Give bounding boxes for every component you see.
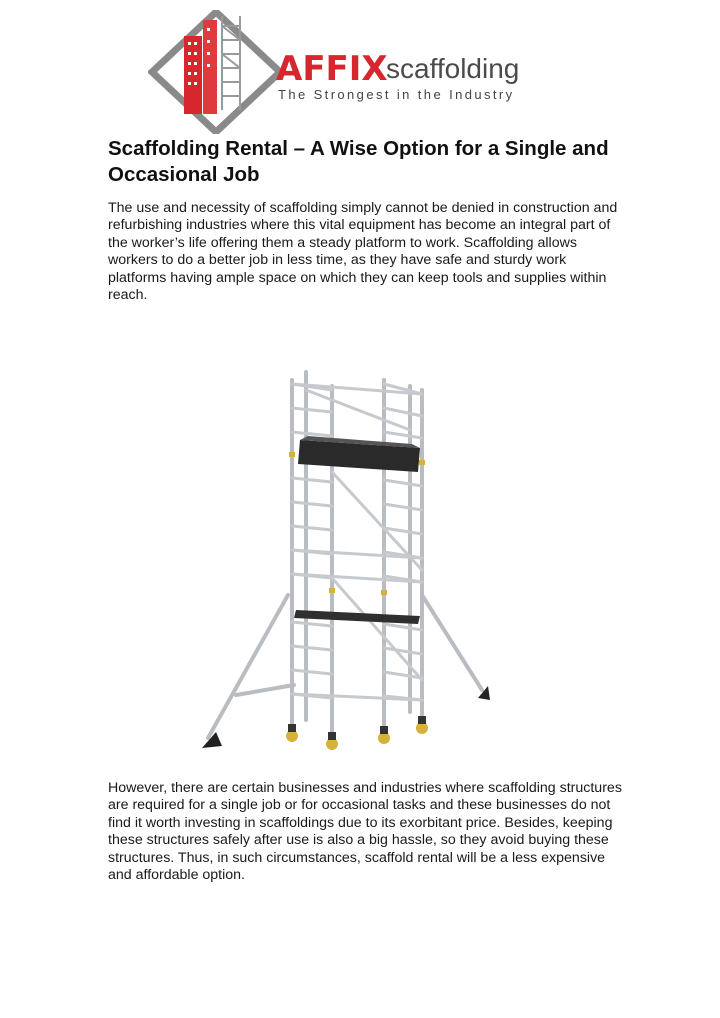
building-diamond-icon (152, 12, 280, 132)
logo-brand-light: scaffolding (386, 53, 520, 84)
company-logo (148, 10, 528, 134)
article-paragraph-2: However, there are certain businesses and industries where scaffolding structures are required for a single job or for occasional tasks and these businesses do not find it worth investing in scaffoldings due to its exorbitant price. Besides, keeping these structures safely after use is also a big hassle, so they avoid buying these structures. Thus, in such circumstances, scaffold rental will be a less expensive and affordable option. (108, 780, 622, 884)
scaffold-tower-icon (196, 360, 492, 756)
logo-brand-bold: AFFIX (276, 49, 388, 89)
article-paragraph-1: The use and necessity of scaffolding simply cannot be denied in construction and refurbishing industries where this vital equipment has become an integral part of the worker’s life offering them a steady platform to work. Scaffolding allows workers to do a better job in less time, as they have safe and sturdy work platforms having ample space on which they can keep tools and supplies within reach. (108, 200, 618, 304)
article-title: Scaffolding Rental – A Wise Option for a Single and Occasional Job (108, 137, 609, 186)
logo-tagline: The Strongest in the Industry (278, 87, 515, 102)
